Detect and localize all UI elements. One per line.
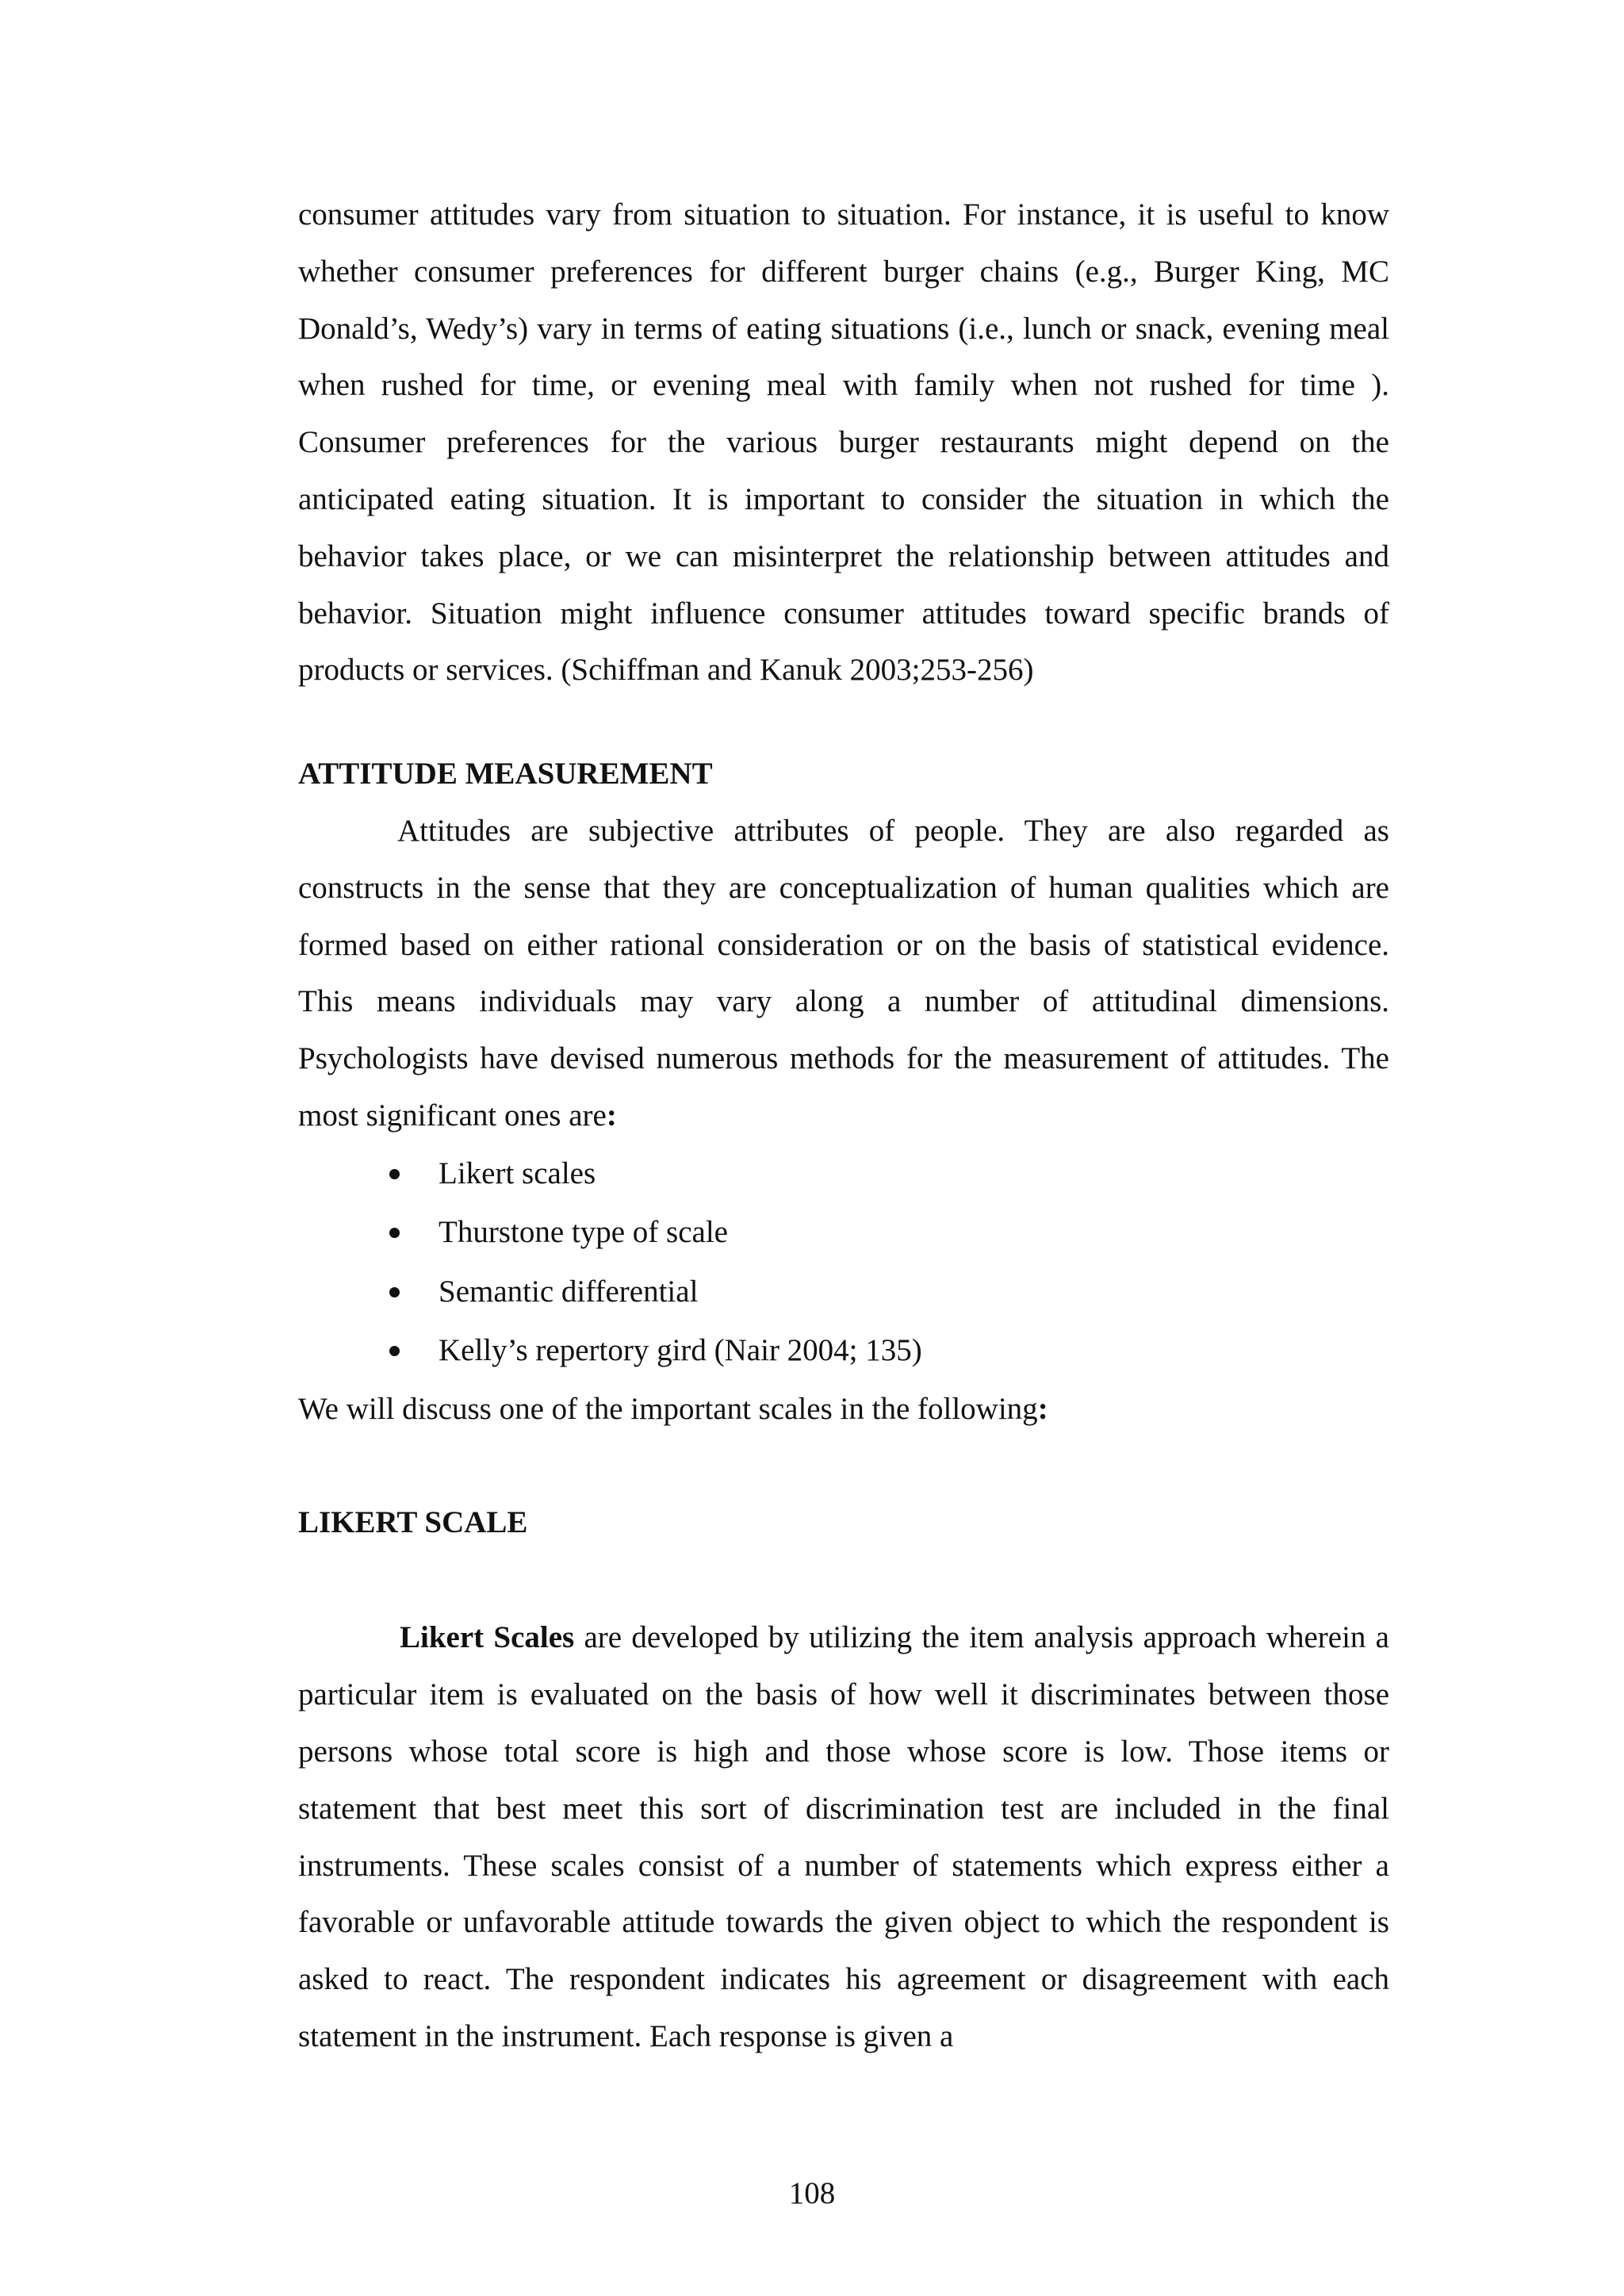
spacer: [298, 699, 1389, 746]
body-paragraph-attitude-measurement: [298, 803, 1389, 1144]
body-paragraph-likert: [298, 1609, 1389, 2064]
closing-line-attitude: [298, 1381, 1389, 1438]
list-item-text: Likert scales: [439, 1156, 596, 1190]
page-number: 108: [788, 2176, 836, 2210]
list-item: [389, 1263, 1389, 1322]
list-item: [389, 1203, 1389, 1263]
likert-lead-term: Likert Scales: [400, 1620, 575, 1655]
bullet-icon: [389, 1228, 400, 1238]
attitude-paragraph-colon: :: [606, 1098, 617, 1133]
list-item-text: Kelly’s repertory gird (Nair 2004; 135): [439, 1333, 922, 1368]
closing-line-text: We will discuss one of the important scales in the following: [298, 1391, 1038, 1426]
list-item-text: Semantic differential: [439, 1274, 699, 1309]
list-item: [389, 1144, 1389, 1204]
closing-line-colon: :: [1037, 1391, 1048, 1426]
bullet-icon: [389, 1287, 400, 1297]
section-heading-attitude-measurement: ATTITUDE MEASUREMENT: [298, 757, 713, 792]
document-page: [298, 186, 1389, 2065]
body-paragraph-situations: consumer attitudes vary from situation to situation. For instance, it is useful to know whether consumer preferences for different burger chains (e.g., Burger King, MC Donald’s, Wedy’s) vary in terms of eating situations (i.e., lunch or snack, evening meal when rushed for time, or evening meal with family when not rushed for time ). Consumer preferences for the various burger restaurants might depend on the anticipated eating situation. It is important to consider the situation in which the behavior takes place, or we can misinterpret the relationship between attitudes and behavior. Situation might influence consumer attitudes toward specific brands of products or services. (Schiffman and Kanuk 2003;253-256): [298, 197, 1389, 688]
spacer: [298, 1438, 1389, 1494]
list-item: [389, 1321, 1389, 1381]
section-heading-likert-scale: LIKERT SCALE: [298, 1504, 528, 1539]
bullet-icon: [389, 1169, 400, 1179]
list-item-text: Thurstone type of scale: [439, 1215, 728, 1250]
likert-paragraph-text: are developed by utilizing the item analysis approach wherein a particular item is evaluated on the basis of how well it discriminates between those persons whose total score is high and those whose score is low. Those items or statement that best meet this sort of discrimination test are included in the final instruments. These scales consist of a number of statements which express either a favorable or unfavorable attitude towards the given object to which the respondent is asked to react. The respondent indicates his agreement or disagreement with each statement in the instrument. Each response is given a: [298, 1620, 1389, 2053]
attitude-methods-list: [298, 1144, 1389, 1381]
attitude-paragraph-text: Attitudes are subjective attributes of people. They are also regarded as constructs in the sense that they are conceptualization of human qualities which are formed based on either rational consideration or on the basis of statistical evidence. This means individuals may vary along a number of attitudinal dimensions. Psychologists have devised numerous methods for the measurement of attitudes. The most significant ones are: [298, 813, 1389, 1133]
bullet-icon: [389, 1346, 400, 1356]
spacer: [298, 1550, 1389, 1609]
